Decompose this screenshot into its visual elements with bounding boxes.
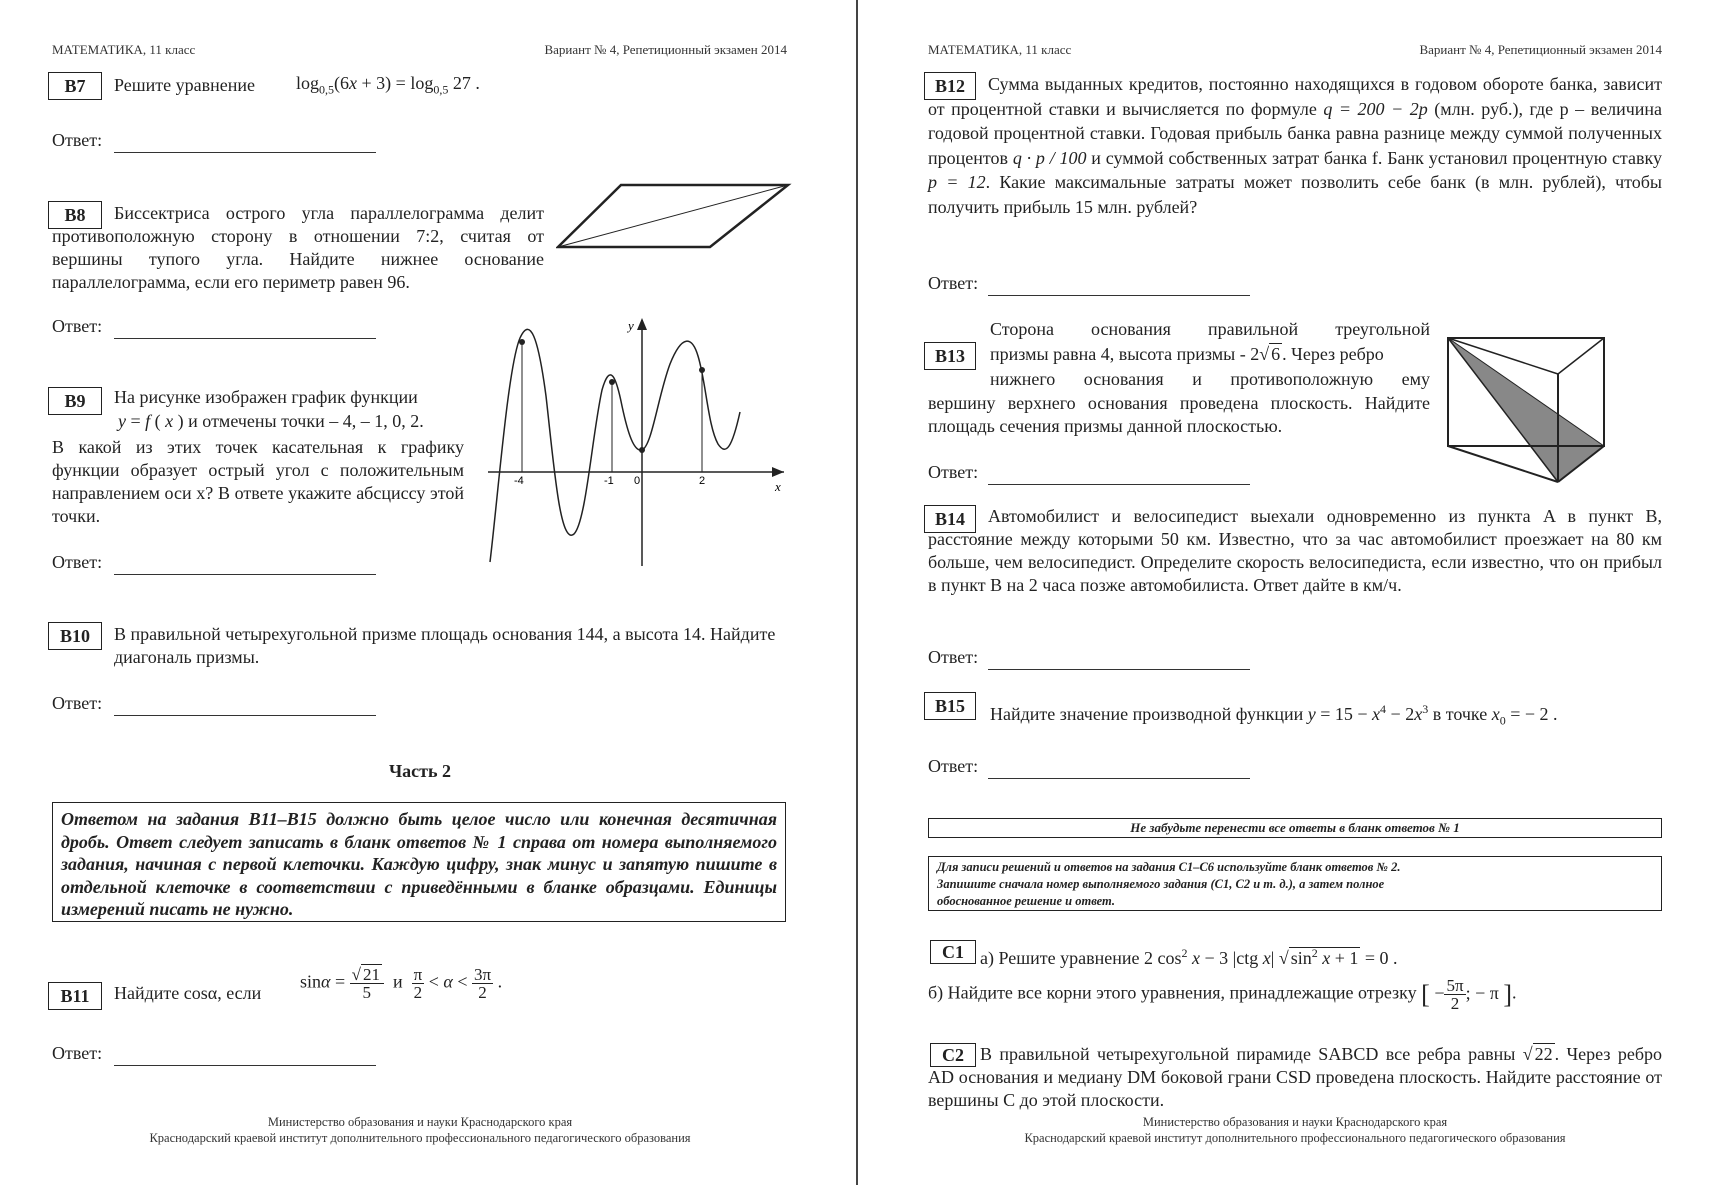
task-b13-rest: вершину верхнего основания проведена плоскость. Найдите площадь сечения призмы данной плоскостью. [928,393,1430,436]
task-label-b8: B8 [48,201,102,229]
parallelogram-figure [556,180,792,252]
reminder-box [928,818,1662,838]
task-label-c1: С1 [930,940,976,964]
task-b11-condition: sinα = $\frac{√ 21}{5}$ и $\frac{\pi}{2}$ < α < $\frac{3\pi}{2}$ . [300,965,503,1002]
task-b13-line2: призмы равна 4, высота призмы - 2√ 6 . Через ребро [990,344,1384,364]
header-variant: Вариант № 4, Репетиционный экзамен 2014 [1419,42,1662,57]
task-b13-line3: нижнего основания и противоположную ему [990,369,1430,389]
header-variant: Вариант № 4, Репетиционный экзамен 2014 [544,42,787,57]
point-minus1 [609,379,615,385]
answer-line-b10[interactable] [114,714,376,716]
task-b7-equation: $\log_{0,5}(6x + 3) = \log_{0,5} 27$ . [296,73,480,97]
task-b12-text: Сумма выданных кредитов, постоянно находящихся в годовом обороте банка, зависит от процентной ставки и вычисляется по формуле q = 200 − 2p (млн. руб.), где p – величина годовой процентной ставки. Годовая прибыль банка равна разнице между суммой полученных процентов q · p / 100 и суммой собственных затрат банка f. Банк установил процентную ставку p = 12. Какие максимальные затраты может позволить себе банк (в млн. рублей), чтобы получить прибыль 15 млн. рублей? [928,74,1663,217]
task-b9-line2: y = f ( x ) и отмечены точки – 4, – 1, 0, 2. [118,411,424,431]
task-label-b15: B15 [924,692,976,720]
right-page [858,0,1714,1185]
bisector-line [558,185,788,247]
answer-line-b7[interactable] [114,151,376,153]
task-c2-text: В правильной четырехугольной пирамиде SABCD все ребра равны √ 22 . Через ребро AD основания и медиану DM боковой грани CSD проведена плоскость. Найдите расстояние от вершины С до этой плоскости. [928,1044,1662,1110]
answer-line-b13[interactable] [988,483,1250,485]
point-minus4 [519,339,525,345]
y-axis-label: y [628,318,634,333]
task-b11-text: Найдите cosα, если [114,983,262,1003]
task-b8-text: Биссектриса острого угла параллелограмма делит противоположную сторону в отношении 7:2, считая от вершины тупого угла. Найдите нижнее основание параллелограмма, если его периметр равен 96. [52,203,544,292]
task-b10-text: В правильной четырехугольной призме площадь основания 144, а высота 14. Найдите диагональ призмы. [114,624,776,667]
footer-ministry: Министерство образования и науки Краснодарского края [267,1115,573,1129]
footer-institute: Краснодарский краевой институт дополнительного профессионального педагогического образования [1024,1131,1566,1145]
task-label-b13: B13 [924,342,976,370]
answer-label-b7: Ответ: [52,130,103,150]
task-b9-line1: На рисунке изображен график функции [114,387,418,407]
tick-label-minus4: -4 [514,475,524,487]
answer-label-b13: Ответ: [928,462,979,482]
answer-line-b8[interactable] [114,337,376,339]
task-label-b14: B14 [924,505,976,533]
c-instructions-box [928,856,1662,911]
c-instructions-line3: обоснованное решение и ответ. [937,894,1116,908]
task-label-c2: С2 [930,1043,976,1067]
answer-label-b15: Ответ: [928,756,979,776]
point-0 [639,447,645,453]
task-label-b9: B9 [48,387,102,415]
header-subject: МАТЕМАТИКА, 11 класс [52,42,196,57]
task-b13-line1: Сторона основания правильной треугольной [990,319,1430,339]
task-c1-part-b: б) Найдите все корни этого уравнения, принадлежащие отрезку [ − $\frac{5\pi}{2}$ ; − π ]. [928,976,1517,1013]
footer-ministry: Министерство образования и науки Краснодарского края [1142,1115,1448,1129]
answer-label-b14: Ответ: [928,647,979,667]
answer-label-b11: Ответ: [52,1043,103,1063]
answer-line-b9[interactable] [114,573,376,575]
c-instructions-line2: Запишите сначала номер выполняемого задания (С1, С2 и т. д.), а затем полное [937,877,1385,891]
section-plane [1448,338,1604,482]
task-c1-part-a: а) Решите уравнение 2 $\cos^2 x - 3$ |ctg x| √ $\sin^2 x + 1 = 0$ . [980,946,1398,968]
task-b7-text: Решите уравнение [114,75,255,95]
answer-line-b11[interactable] [114,1064,376,1066]
task-label-b7: B7 [48,72,102,100]
answer-label-b8: Ответ: [52,316,103,336]
task-b15-text: Найдите значение производной функции $y = 15 - x^4 - 2x^3$ в точке $x_0$ = − 2 . [990,702,1558,728]
answer-label-b9: Ответ: [52,552,103,572]
answer-line-b12[interactable] [988,294,1250,296]
instructions-box [52,802,786,922]
reminder-text: Не забудьте перенести все ответы в бланк ответов № 1 [1130,820,1460,835]
instructions-text: Ответом на задания B11–B15 должно быть целое число или конечная десятичная дробь. Ответ следует записать в бланк ответов № 1 справа от номера выполняемого задания, начиная с первой клеточки. Каждую цифру, знак минус и запятую пишите в отдельной клеточке в соответствии с приведёнными в бланке образцами. Единицы измерений писать не нужно. [61,809,777,919]
answer-label-b10: Ответ: [52,693,103,713]
part2-title: Часть 2 [388,761,452,781]
answer-line-b15[interactable] [988,777,1250,779]
task-b14-text: Автомобилист и велосипедист выехали одновременно из пункта A в пункт B, расстояние между которыми 50 км. Известно, что за час автомобилист проезжает на 80 км больше, чем велосипедист. Определите скорость велосипедиста, если известно, что он прибыл в пункт B на 2 часа позже автомобилиста. Ответ дайте в км/ч. [928,506,1662,595]
y-axis-arrow [637,318,647,330]
task-label-b11: B11 [48,982,102,1010]
prism-figure [1444,334,1610,486]
c-instructions-line1: Для записи решений и ответов на задания С1–С6 используйте бланк ответов № 2. [937,860,1401,874]
tick-label-2: 2 [699,475,706,487]
function-graph [488,316,788,566]
x-axis-arrow [772,467,784,477]
point-2 [699,367,705,373]
task-label-b12: B12 [924,72,976,100]
answer-label-b12: Ответ: [928,273,979,293]
answer-line-b14[interactable] [988,668,1250,670]
tick-label-0: 0 [634,475,641,487]
x-axis-label: x [775,479,781,494]
task-b9-body: В какой из этих точек касательная к графику функции образует острый угол с положительным направлением оси x? В ответе укажите абсциссу этой точки. [52,437,464,526]
task-label-b10: B10 [48,622,102,650]
tick-label-minus1: -1 [604,475,614,487]
footer-institute: Краснодарский краевой институт дополнительного профессионального педагогического образования [149,1131,691,1145]
header-subject: МАТЕМАТИКА, 11 класс [928,42,1072,57]
top-edge-side [1558,338,1604,374]
